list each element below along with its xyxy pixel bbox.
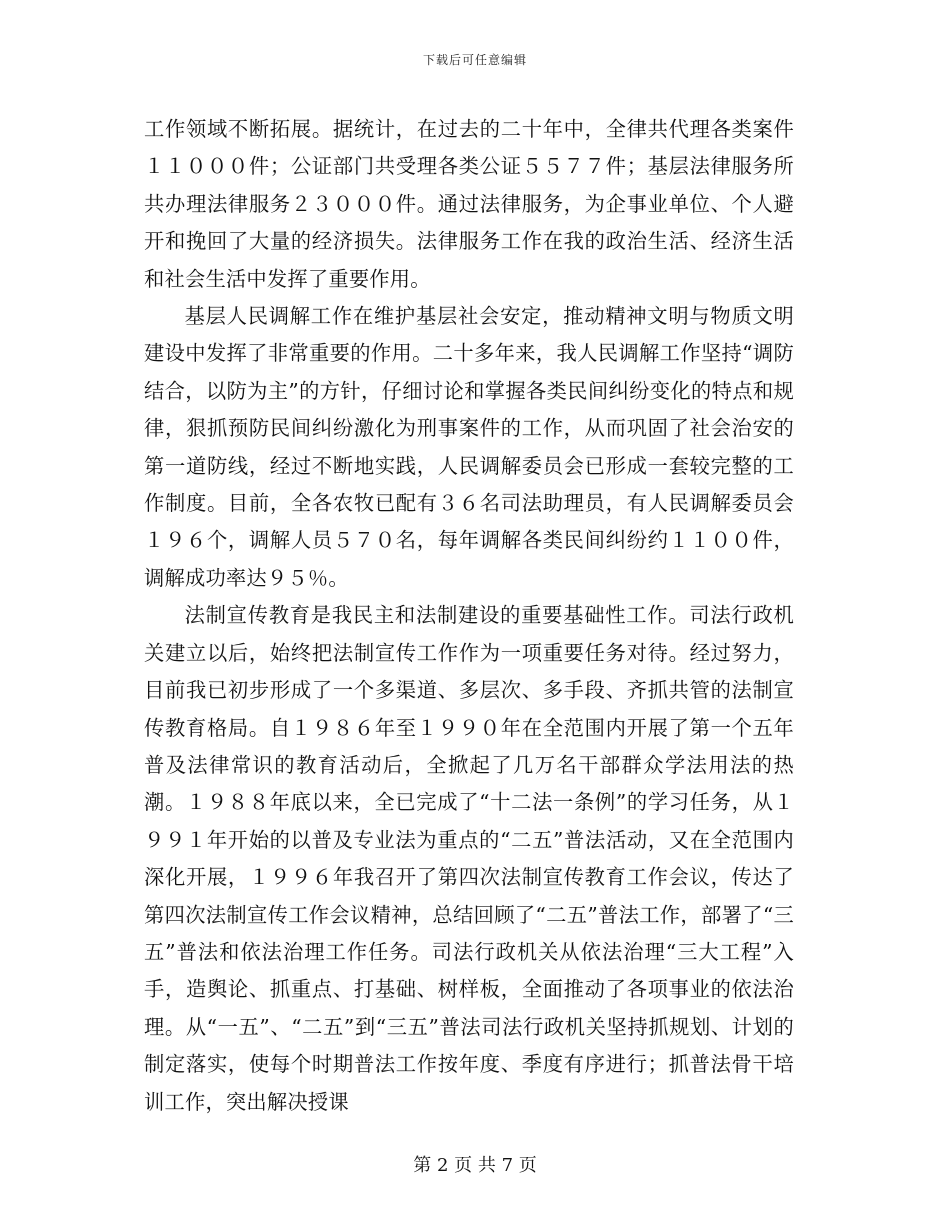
paragraph-people-mediation: 基层人民调解工作在维护基层社会安定，推动精神文明与物质文明建设中发挥了非常重要的作用。二十多年来，我人民调解工作坚持“调防结合，以防为主”的方针，仔细讨论和掌握各类民间纠纷变化的特点和规律，狠抓预防民间纠纷激化为刑事案件的工作，从而巩固了社会治安的第一道防线，经过不断地实践，人民调解委员会已形成一套较完整的工作制度。目前，全各农牧已配有３６名司法助理员，有人民调解委员会１９６个，调解人员５７０名，每年调解各类民间纠纷约１１００件，调解成功率达９５％。: [144, 304, 794, 590]
document-body: [144, 111, 794, 1121]
page-header: 下载后可任意编辑: [422, 53, 527, 67]
paragraph-legal-education: 法制宣传教育是我民主和法制建设的重要基础性工作。司法行政机关建立以后，始终把法制宣传工作作为一项重要任务对待。经过努力，目前我已初步形成了一个多渠道、多层次、多手段、齐抓共管的法制宣传教育格局。自１９８６年至１９９０年在全范围内开展了第一个五年普及法律常识的教育活动后，全掀起了几万名干部群众学法用法的热潮。１９８８年底以来，全已完成了“十二法一条例”的学习任务，从１９９１年开始的以普及专业法为重点的“二五”普法活动，又在全范围内深化开展，１９９６年我召开了第四次法制宣传教育工作会议，传达了第四次法制宣传工作会议精神，总结回顾了“二五”普法工作，部署了“三五”普法和依法治理工作任务。司法行政机关从依法治理“三大工程”入手，造舆论、抓重点、打基础、树样板，全面推动了各项事业的依法治理。从“一五”、“二五”到“三五”普法司法行政机关坚持抓规划、计划的制定落实，使每个时期普法工作按年度、季度有序进行；抓普法骨干培训工作，突出解决授课: [144, 603, 794, 1114]
paragraph-continued: 工作领域不断拓展。据统计，在过去的二十年中，全律共代理各类案件１１０００件；公证部门共受理各类公证５５７７件；基层法律服务所共办理法律服务２３０００件。通过法律服务，为企事业单位、个人避开和挽回了大量的经济损失。法律服务工作在我的政治生活、经济生活和社会生活中发挥了重要作用。: [144, 117, 794, 291]
page-number: 第 2 页 共 7 页: [413, 1155, 537, 1176]
